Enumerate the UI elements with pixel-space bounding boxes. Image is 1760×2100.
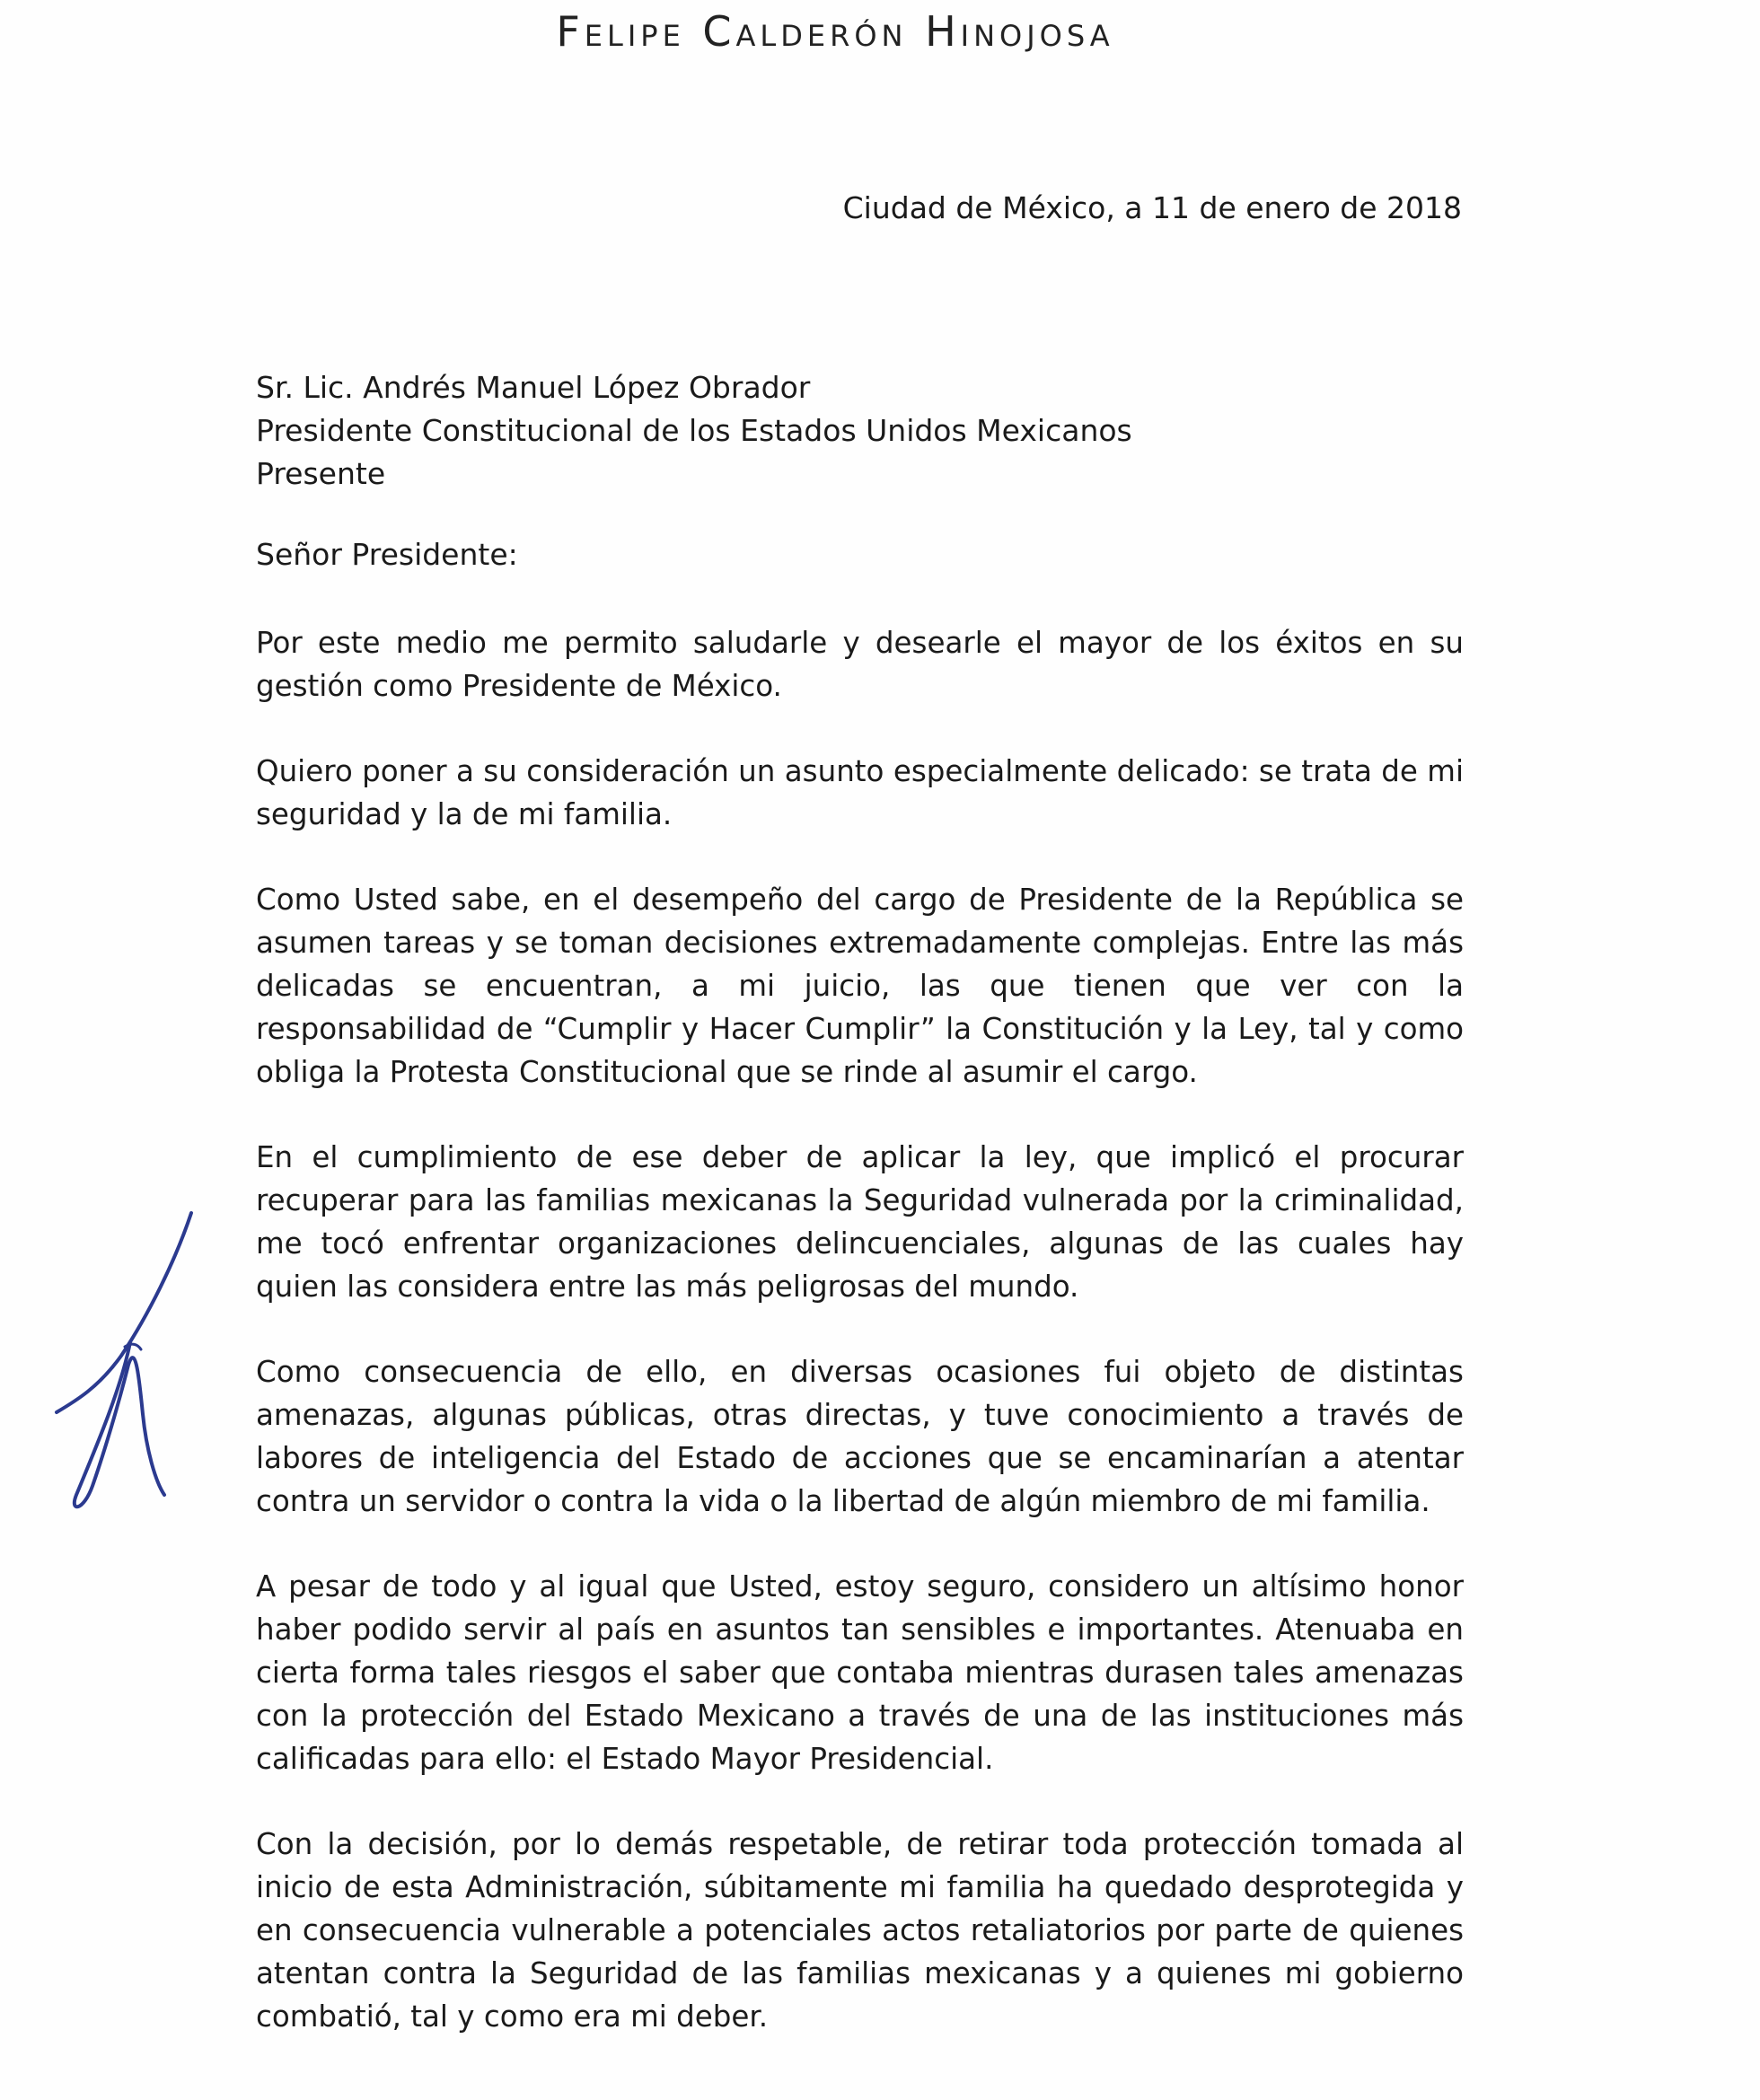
dateline: Ciudad de México, a 11 de enero de 2018 (842, 190, 1462, 225)
addressee-title: Presidente Constitucional de los Estados Unidos Mexicanos (256, 413, 1132, 448)
paragraph: Quiero poner a su consideración un asunto especialmente delicado: se trata de mi seguridad y la de mi familia. (256, 754, 1464, 831)
addressee-block (256, 366, 1132, 496)
addressee-presente: Presente (256, 456, 386, 491)
paragraph: Con la decisión, por lo demás respetable, de retirar toda protección tomada al inicio de esta Administración, súbitamente mi familia ha quedado desprotegida y en consecuencia vulnerable a potenciales actos retaliatorios por parte de quienes atentan contra la Seguridad de las familias mexicanas y a quienes mi gobierno combatió, tal y como era mi deber. (256, 1827, 1464, 2034)
letter-body (256, 621, 1464, 2080)
paragraph: Por este medio me permito saludarle y desearle el mayor de los éxitos en su gestión como Presidente de México. (256, 626, 1464, 703)
salutation: Señor Presidente: (256, 537, 518, 572)
letterhead-name: Felipe Calderón Hinojosa (556, 7, 1114, 56)
initial-stroke (75, 1342, 164, 1507)
paragraph: En el cumplimiento de ese deber de aplicar la ley, que implicó el procurar recuperar para las familias mexicanas la Seguridad vulnerada por la criminalidad, me tocó enfrentar organizaciones delincuenciales, algunas de las cuales hay quien las considera entre las más peligrosas del mundo. (256, 1140, 1464, 1304)
handwritten-initial-mark (49, 1208, 220, 1517)
paragraph: Como Usted sabe, en el desempeño del cargo de Presidente de la República se asumen tareas y se toman decisiones extremadamente complejas. Entre las más delicadas se encuentran, a mi juicio, las que tienen que ver con la responsabilidad de “Cumplir y Hacer Cumplir” la Constitución y la Ley, tal y como obliga la Protesta Constitucional que se rinde al asumir el cargo. (256, 883, 1464, 1089)
paragraph: A pesar de todo y al igual que Usted, estoy seguro, considero un altísimo honor haber podido servir al país en asuntos tan sensibles e importantes. Atenuaba en cierta forma tales riesgos el saber que contaba mientras durasen tales amenazas con la protección del Estado Mexicano a través de una de las instituciones más calificadas para ello: el Estado Mayor Presidencial. (256, 1569, 1464, 1776)
paragraph: Como consecuencia de ello, en diversas ocasiones fui objeto de distintas amenazas, algunas públicas, otras directas, y tuve conocimiento a través de labores de inteligencia del Estado de acciones que se encaminarían a atentar contra un servidor o contra la vida o la libertad de algún miembro de mi familia. (256, 1355, 1464, 1518)
addressee-name: Sr. Lic. Andrés Manuel López Obrador (256, 370, 811, 405)
